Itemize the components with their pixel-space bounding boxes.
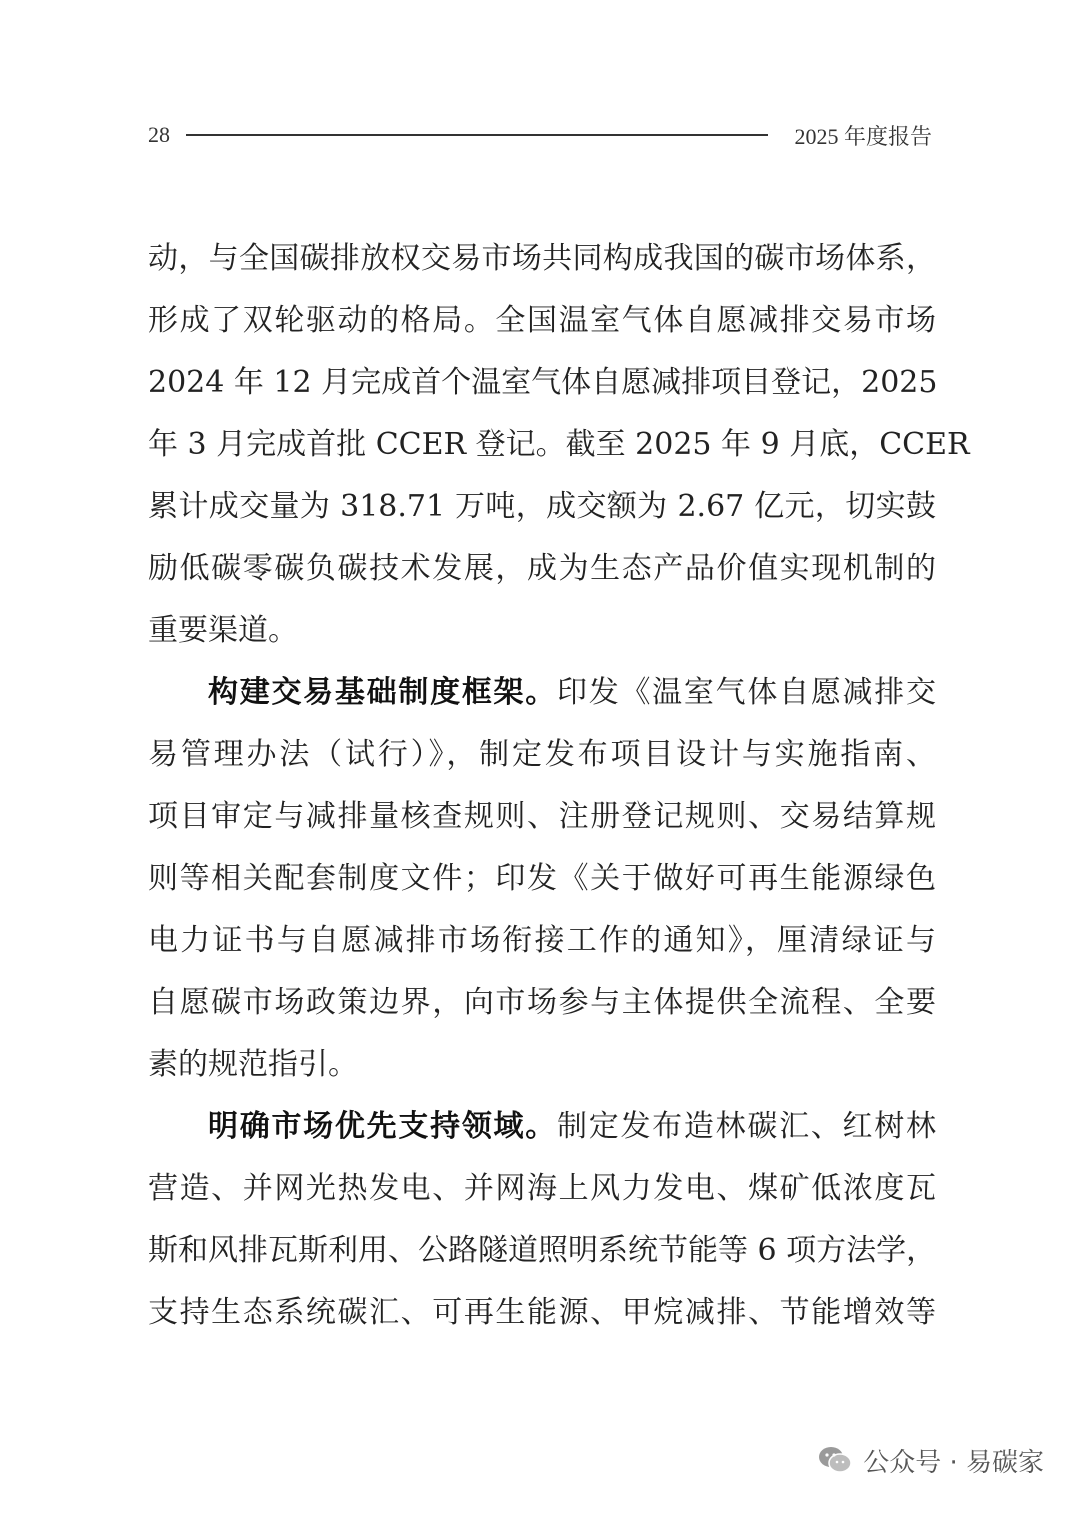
text-line: 电力证书与自愿减排市场衔接工作的通知》，厘清绿证与: [148, 923, 936, 958]
text-line: 累计成交量为 318.71 万吨，成交额为 2.67 亿元，切实鼓: [148, 489, 936, 524]
page-number: 28: [148, 122, 170, 147]
text-line: 素的规范指引。: [148, 1047, 358, 1082]
wechat-icon: [817, 1445, 853, 1475]
paragraph-lead: 构建交易基础制度框架。: [208, 675, 557, 710]
text-line: 则等相关配套制度文件；印发《关于做好可再生能源绿色: [148, 861, 936, 896]
text-line: 支持生态系统碳汇、可再生能源、甲烷减排、节能增效等: [148, 1295, 936, 1330]
text-line: 励低碳零碳负碳技术发展，成为生态产品价值实现机制的: [148, 551, 936, 586]
header-rule: [186, 134, 768, 136]
text-span: 印发《温室气体自愿减排交: [557, 675, 936, 710]
watermark-text: 公众号 · 易碳家: [863, 1447, 1044, 1478]
paragraph-1: [148, 228, 970, 662]
text-line: 2024 年 12 月完成首个温室气体自愿减排项目登记，2025: [148, 365, 938, 400]
paragraph-lead: 明确市场优先支持领域。: [208, 1109, 557, 1144]
text-line: 营造、并网光热发电、并网海上风力发电、煤矿低浓度瓦: [148, 1171, 936, 1206]
paragraph-2: [148, 662, 936, 1096]
page-header: [148, 118, 932, 152]
body-text: [148, 228, 970, 1344]
text-line: 易管理办法（试行）》，制定发布项目设计与实施指南、: [148, 737, 936, 772]
text-line: 斯和风排瓦斯利用、公路隧道照明系统节能等 6 项方法学，: [148, 1233, 937, 1268]
text-line: 项目审定与减排量核查规则、注册登记规则、交易结算规: [148, 799, 936, 834]
report-title: 2025 年度报告: [794, 123, 932, 149]
text-line: 自愿碳市场政策边界，向市场参与主体提供全流程、全要: [148, 985, 936, 1020]
text-line: 形成了双轮驱动的格局。全国温室气体自愿减排交易市场: [148, 303, 936, 338]
paragraph-3: [148, 1096, 936, 1344]
text-line: [148, 1096, 936, 1158]
text-line: 动，与全国碳排放权交易市场共同构成我国的碳市场体系，: [148, 241, 936, 276]
text-line: 年 3 月完成首批 CCER 登记。截至 2025 年 9 月底，CCER: [148, 427, 970, 462]
text-line: 重要渠道。: [148, 613, 298, 648]
text-line: [148, 662, 936, 724]
text-span: 制定发布造林碳汇、红树林: [557, 1109, 936, 1144]
watermark: [817, 1440, 1044, 1480]
